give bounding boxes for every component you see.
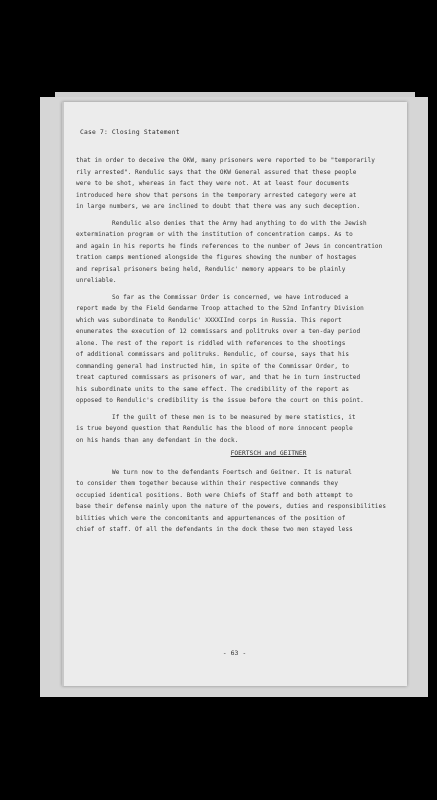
text-line: in large numbers, we are inclined to doubt that there was any such deception.: [76, 203, 361, 210]
section-heading: FOERTSCH and GEITNER: [230, 450, 307, 457]
text-line: report made by the Field Gendarme Troop attached to the 52nd Infantry Division: [76, 305, 364, 312]
text-line: unreliable.: [76, 277, 117, 284]
text-line: We turn now to the defendants Foertsch and Geitner. It is natural: [112, 468, 352, 476]
paragraph: [76, 292, 401, 407]
text-line: bilities which were the concomitants and appurtenances of the position of: [76, 514, 346, 522]
text-line: were to be shot, whereas in fact they were not. At at least four documents: [76, 180, 350, 187]
text-line: base their defense mainly upon the nature of the powers, duties and responsibilities: [76, 503, 387, 510]
closing-paragraph: [76, 467, 401, 536]
text-line: occupied identical positions. Both were Chiefs of Staff and both attempt to: [76, 491, 353, 499]
text-line: to consider them together because within their respective commands they: [76, 480, 339, 487]
text-line: is true beyond question that Rendulic has the blood of more innocent people: [76, 425, 353, 432]
document-page: [62, 102, 407, 686]
text-line: alone. The rest of the report is riddled with references to the shootings: [76, 339, 346, 347]
page-number: - 63 -: [222, 649, 247, 657]
text-line: of additional commissars and politruks. Rendulic, of course, says that his: [76, 351, 350, 358]
text-line: Rendulic also denies that the Army had anything to do with the Jewish: [112, 219, 367, 227]
text-line: on his hands than any defendant in the dock.: [76, 436, 239, 444]
text-line: extermination program or with the institution of concentration camps. As to: [76, 231, 353, 238]
text-line: rily arrested". Rendulic says that the OKW General assured that these people: [76, 168, 357, 176]
text-line: his subordinate units to the same effect. The credibility of the report as: [76, 385, 350, 393]
text-line: tration camps mentioned alongside the figures showing the number of hostages: [76, 254, 357, 261]
paragraph: [76, 412, 401, 447]
paragraph: [76, 218, 401, 287]
page-margin-edge: [62, 102, 64, 686]
text-line: If the guilt of these men is to be measured by mere statistics, it: [112, 413, 356, 421]
text-line: chief of staff. Of all the defendants in the dock these two men stayed less: [76, 526, 353, 533]
page-header: Case 7: Closing Statement: [80, 129, 180, 136]
text-line: opposed to Rendulic's credibility is the issue before the court on this point.: [76, 397, 364, 404]
document-body: [76, 155, 401, 536]
paragraph-group: [76, 155, 401, 446]
text-line: treat captured commissars as prisoners of war, and that he in turn instructed: [76, 374, 361, 381]
text-line: commanding general had instructed him, in spite of the Commissar Order, to: [76, 362, 350, 370]
text-line: introduced here show that persons in the temporary arrested category were at: [76, 191, 357, 199]
text-line: which was subordinate to Rendulic' XXXXIInd corps in Russia. This report: [76, 316, 342, 324]
text-line: enumerates the execution of 12 commissars and politruks over a ten-day period: [76, 328, 361, 335]
text-line: that in order to deceive the OKW, many prisoners were reported to be "temporarily: [76, 157, 375, 164]
text-line: and again in his reports he finds references to the number of Jews in concentration: [76, 242, 383, 250]
text-line: and reprisal prisoners being held, Rendulic' memory appears to be plainly: [76, 265, 346, 273]
paragraph: [76, 155, 401, 213]
text-line: So far as the Commissar Order is concerned, we have introduced a: [112, 293, 349, 301]
